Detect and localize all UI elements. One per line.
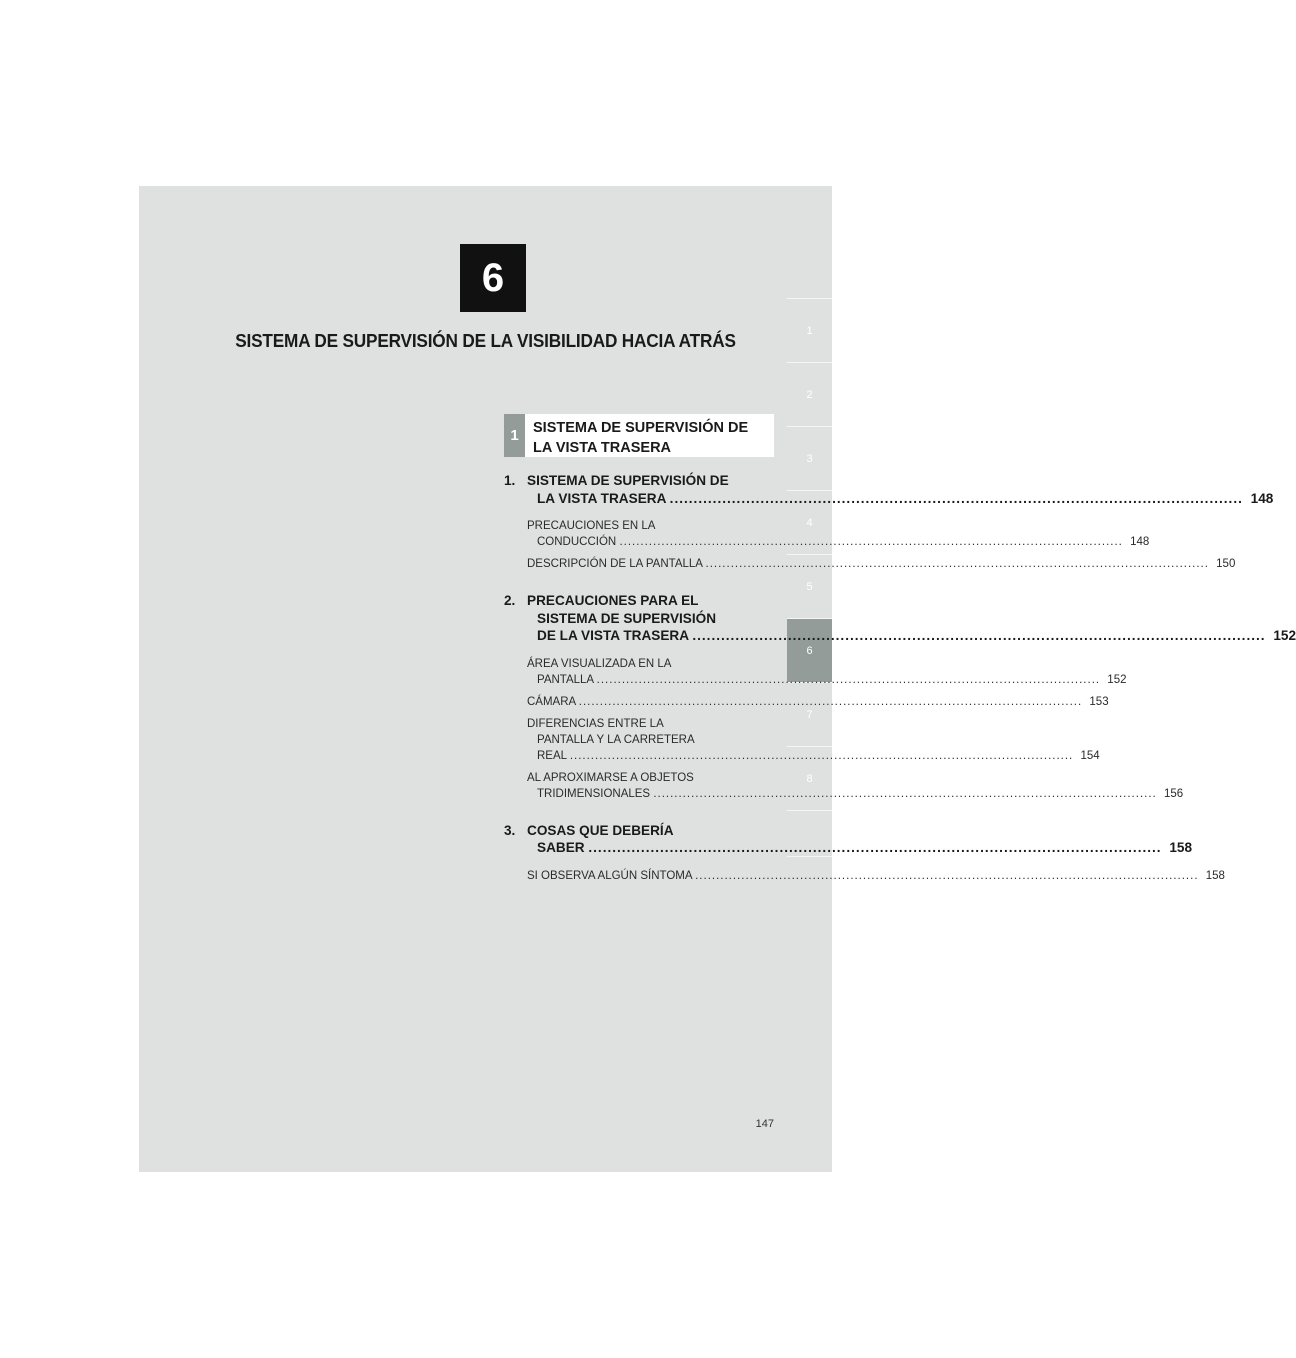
toc-sub-page: 154 bbox=[1080, 749, 1100, 762]
leader-dots bbox=[653, 788, 1156, 800]
tab-chapter-2[interactable] bbox=[787, 362, 832, 426]
toc-entry-line: SISTEMA DE SUPERVISIÓN bbox=[537, 610, 717, 626]
leader-dots bbox=[619, 536, 1122, 548]
toc-sub-line-text: REAL bbox=[537, 749, 567, 762]
toc-sub-list bbox=[504, 868, 1225, 884]
tab-chapter-1[interactable] bbox=[787, 298, 832, 362]
leader-dots bbox=[706, 558, 1209, 570]
tab-label: 4 bbox=[806, 516, 813, 529]
toc-entry-line bbox=[527, 839, 1192, 857]
toc-entry-title[interactable] bbox=[504, 822, 1193, 857]
toc-sub-line: PRECAUCIONES EN LA bbox=[527, 520, 656, 532]
toc-sub-line bbox=[527, 748, 1100, 764]
section-title-line: SISTEMA DE SUPERVISIÓN DE bbox=[533, 420, 749, 436]
chapter-number-badge bbox=[460, 244, 526, 312]
tab-label: 1 bbox=[806, 324, 813, 337]
toc-entry-page: 158 bbox=[1169, 840, 1193, 855]
tab-label: 8 bbox=[806, 772, 813, 785]
tab-label: 5 bbox=[806, 580, 813, 593]
tab-label: 3 bbox=[806, 452, 813, 465]
leader-dots bbox=[570, 750, 1073, 762]
toc-sub-line bbox=[527, 786, 1184, 802]
toc-sub-entry[interactable] bbox=[527, 518, 1150, 550]
section-number: 1 bbox=[504, 414, 525, 457]
page-number: 147 bbox=[755, 1118, 774, 1130]
toc-sub-line bbox=[527, 534, 1150, 550]
toc-sub-entry[interactable] bbox=[527, 770, 1184, 802]
toc-entry-line: PRECAUCIONES PARA EL bbox=[527, 593, 699, 608]
toc-sub-line bbox=[527, 672, 1127, 688]
toc-sub-entry[interactable] bbox=[527, 556, 1236, 572]
toc-sub-list bbox=[504, 518, 1236, 572]
toc-entry-line-text: DE LA VISTA TRASERA bbox=[537, 628, 689, 643]
leader-dots bbox=[695, 870, 1198, 882]
toc-sub-entry[interactable] bbox=[527, 868, 1225, 884]
toc-entry-line bbox=[527, 490, 1273, 508]
toc-sub-line-text: CÁMARA bbox=[527, 695, 576, 708]
section-title bbox=[525, 414, 754, 457]
toc-entry bbox=[504, 472, 1274, 572]
toc-sub-line bbox=[527, 556, 1236, 572]
toc-entry-number: 2. bbox=[504, 593, 516, 608]
leader-dots bbox=[588, 840, 1161, 855]
table-of-contents bbox=[504, 472, 1296, 904]
toc-entry-text bbox=[527, 472, 1273, 507]
tab-chapter-7[interactable] bbox=[787, 682, 832, 746]
tab-label: 7 bbox=[806, 708, 813, 721]
toc-sub-line-text: SI OBSERVA ALGÚN SÍNTOMA bbox=[527, 869, 692, 882]
toc-entry-line: SISTEMA DE SUPERVISIÓN DE bbox=[527, 473, 729, 488]
section-title-line: LA VISTA TRASERA bbox=[533, 440, 672, 456]
tab-label: 6 bbox=[806, 644, 813, 657]
toc-sub-page: 150 bbox=[1216, 558, 1236, 570]
toc-sub-entry[interactable] bbox=[527, 656, 1127, 688]
toc-entry-page: 152 bbox=[1273, 628, 1296, 643]
toc-sub-line: DIFERENCIAS ENTRE LA bbox=[527, 717, 664, 730]
toc-entry-number: 3. bbox=[504, 822, 516, 838]
toc-entry-title[interactable] bbox=[504, 472, 1274, 507]
leader-dots bbox=[670, 491, 1243, 506]
toc-sub-line-text: TRIDIMENSIONALES bbox=[537, 787, 651, 800]
toc-sub-page: 152 bbox=[1107, 673, 1127, 686]
toc-entry-number: 1. bbox=[504, 473, 516, 488]
toc-sub-page: 156 bbox=[1163, 787, 1184, 800]
toc-entry-page: 148 bbox=[1250, 490, 1274, 506]
toc-sub-line bbox=[527, 694, 1109, 710]
toc-entry bbox=[504, 822, 1225, 884]
leader-dots bbox=[579, 696, 1082, 708]
toc-sub-line: ÁREA VISUALIZADA EN LA bbox=[527, 657, 672, 670]
chapter-number: 6 bbox=[481, 255, 505, 300]
toc-entry-title[interactable] bbox=[504, 592, 1296, 645]
toc-entry-line bbox=[527, 627, 1296, 645]
toc-sub-line-text: PANTALLA bbox=[537, 673, 594, 686]
toc-sub-page: 148 bbox=[1130, 536, 1150, 548]
toc-sub-entry[interactable] bbox=[527, 716, 1100, 764]
toc-entry-line-text: SABER bbox=[537, 840, 585, 855]
leader-dots bbox=[692, 628, 1265, 643]
toc-entry-text bbox=[527, 822, 1192, 857]
toc-entry-line: COSAS QUE DEBERÍA bbox=[527, 822, 674, 838]
tab-label: 2 bbox=[806, 388, 813, 401]
toc-entry bbox=[504, 592, 1296, 802]
toc-sub-line-text: DESCRIPCIÓN DE LA PANTALLA bbox=[527, 558, 703, 570]
toc-sub-page: 153 bbox=[1089, 695, 1109, 708]
toc-sub-page: 158 bbox=[1205, 869, 1225, 882]
toc-sub-line-text: CONDUCCIÓN bbox=[537, 536, 617, 548]
toc-sub-line: PANTALLA Y LA CARRETERA bbox=[537, 733, 695, 746]
leader-dots bbox=[597, 674, 1100, 686]
toc-entry-line-text: LA VISTA TRASERA bbox=[537, 490, 666, 506]
chapter-tabs bbox=[787, 298, 832, 857]
toc-sub-entry[interactable] bbox=[527, 694, 1109, 710]
chapter-title: SISTEMA DE SUPERVISIÓN DE LA VISIBILIDAD HACIA ATRÁS bbox=[235, 330, 736, 351]
toc-sub-list bbox=[504, 656, 1184, 802]
toc-sub-line bbox=[527, 868, 1225, 884]
section-header bbox=[504, 414, 774, 457]
toc-entry-text bbox=[527, 592, 1296, 645]
toc-sub-line: AL APROXIMARSE A OBJETOS bbox=[527, 771, 694, 784]
